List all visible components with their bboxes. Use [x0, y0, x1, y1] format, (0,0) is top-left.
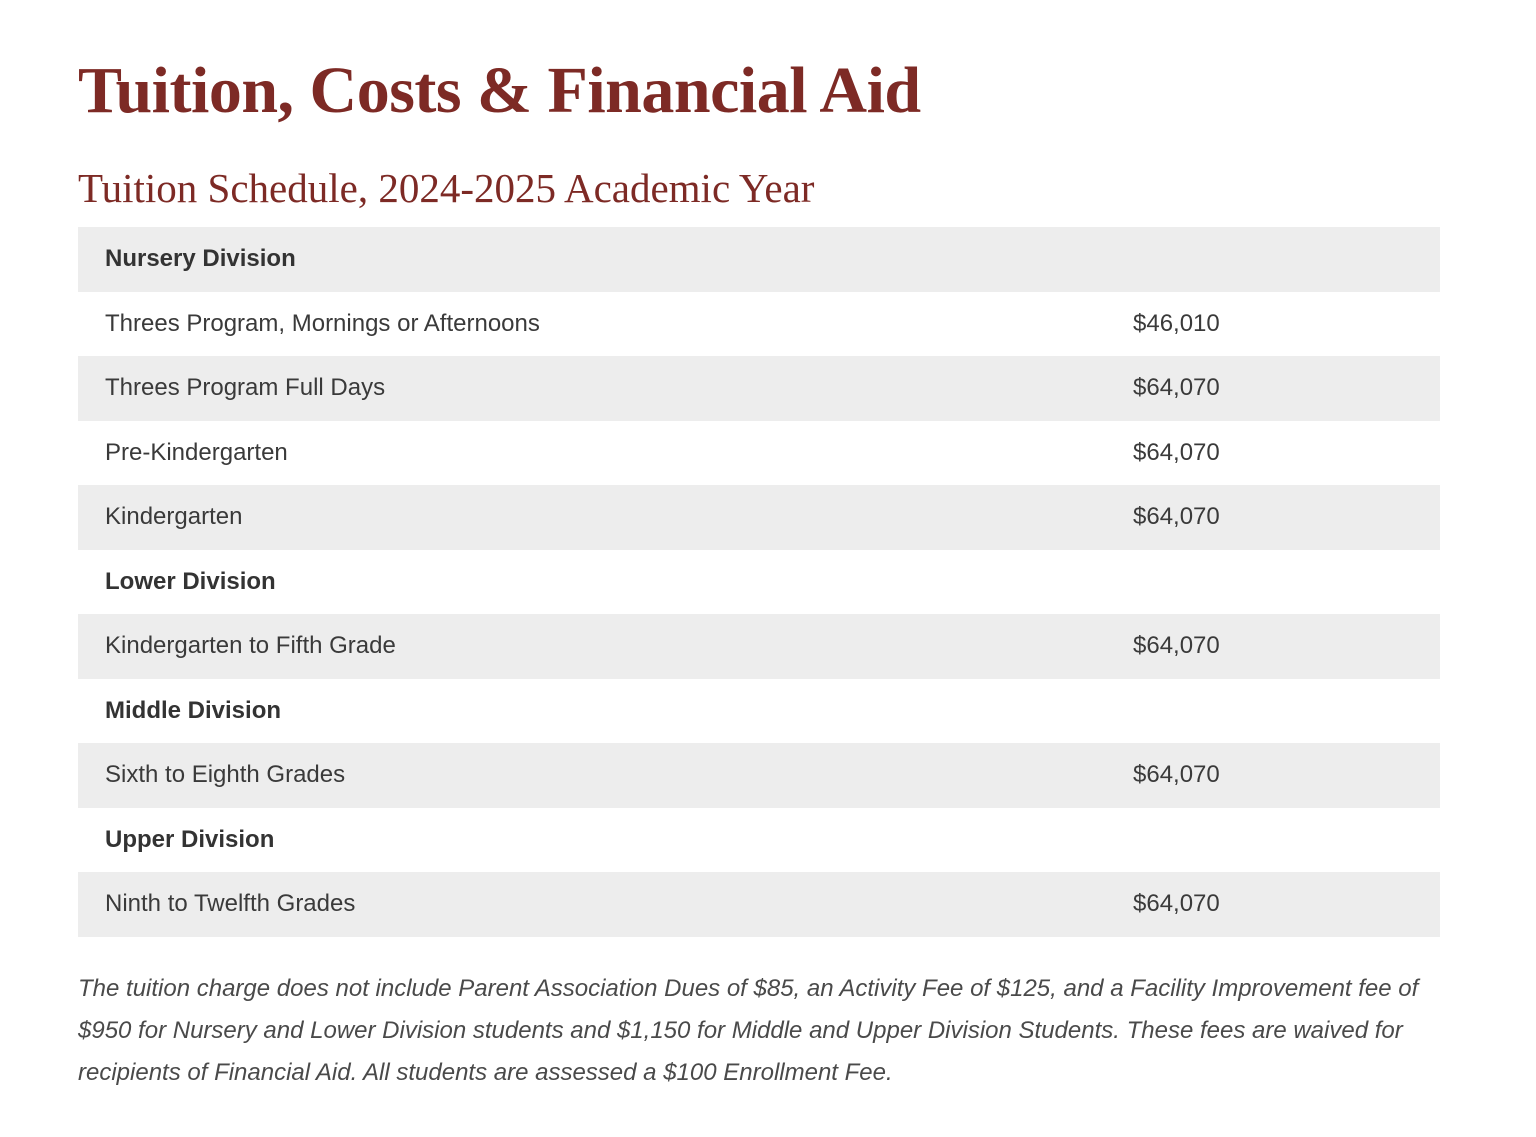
- row-label: Pre-Kindergarten: [105, 438, 288, 466]
- table-row: [78, 743, 1440, 808]
- tuition-table: [78, 227, 1440, 937]
- row-label: Threes Program, Mornings or Afternoons: [105, 309, 540, 337]
- row-label: Lower Division: [105, 567, 276, 595]
- table-row: [78, 872, 1440, 937]
- table-row: [78, 356, 1440, 421]
- table-row-division-header: [78, 227, 1440, 292]
- row-price: $64,070: [1133, 438, 1220, 466]
- table-row-division-header: [78, 808, 1440, 873]
- row-price: $64,070: [1133, 503, 1220, 531]
- table-row: [78, 614, 1440, 679]
- section-title: Tuition Schedule, 2024-2025 Academic Year: [78, 165, 815, 211]
- page-title: Tuition, Costs & Financial Aid: [78, 54, 921, 127]
- row-label: Sixth to Eighth Grades: [105, 761, 346, 789]
- row-label: Nursery Division: [105, 245, 296, 273]
- row-label: Threes Program Full Days: [105, 374, 386, 402]
- table-row: [78, 292, 1440, 357]
- row-price: $64,070: [1133, 890, 1220, 918]
- row-label: Upper Division: [105, 825, 275, 853]
- row-label: Ninth to Twelfth Grades: [105, 890, 356, 918]
- row-price: $64,070: [1133, 632, 1220, 660]
- table-row-division-header: [78, 679, 1440, 744]
- table-row-division-header: [78, 550, 1440, 615]
- table-row: [78, 421, 1440, 486]
- row-label: Kindergarten to Fifth Grade: [105, 632, 396, 660]
- row-label: Middle Division: [105, 696, 282, 724]
- row-label: Kindergarten: [105, 503, 243, 531]
- row-price: $46,010: [1133, 309, 1220, 337]
- table-row: [78, 485, 1440, 550]
- row-price: $64,070: [1133, 374, 1220, 402]
- row-price: $64,070: [1133, 761, 1220, 789]
- fees-note: The tuition charge does not include Parent Association Dues of $85, an Activity Fee of $125, and a Facility Improvement fee of $950 for Nursery and Lower Division students and $1,150 for Middle and Upper Division Students. These fees are waived for recipients of Financial Aid. All students are assessed a $100 Enrollment Fee.: [78, 975, 1419, 1086]
